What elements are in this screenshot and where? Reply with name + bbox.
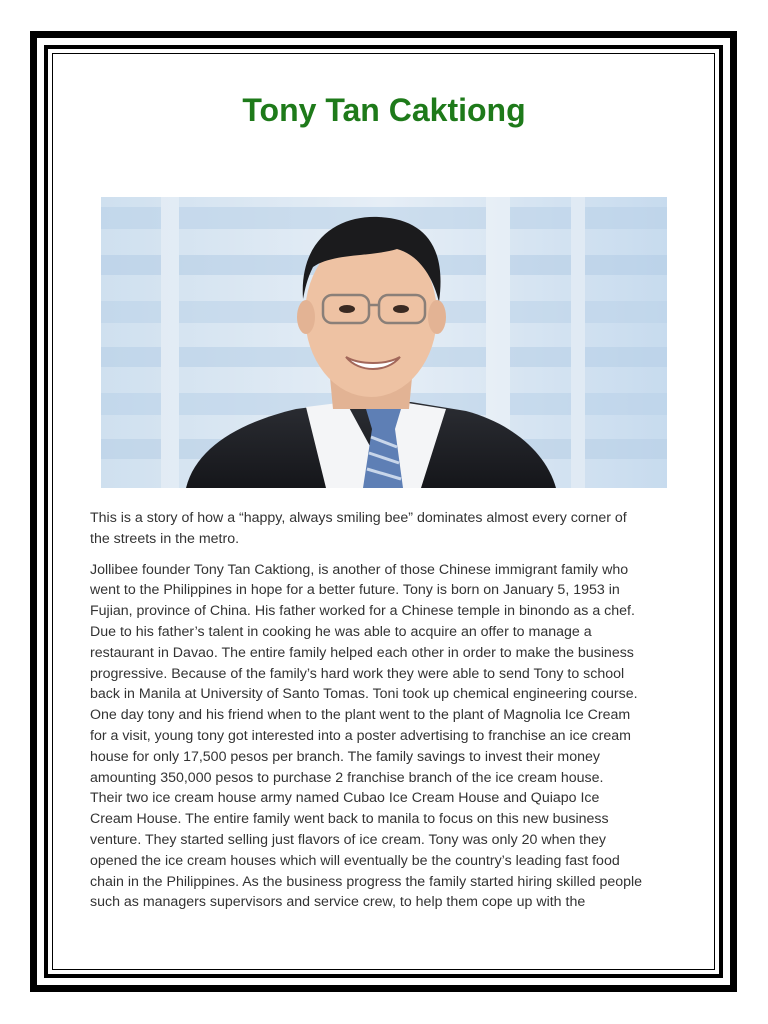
text-line: opened the ice cream houses which will eventually be the country’s leading fast food xyxy=(90,852,620,869)
text-line: venture. They started selling just flavors of ice cream. Tony was only 20 when they xyxy=(90,831,606,848)
text-line: the streets in the metro. xyxy=(90,530,240,547)
text-line: back in Manila at University of Santo Tomas. Toni took up chemical engineering course. xyxy=(90,686,638,703)
paragraph-intro xyxy=(90,508,690,550)
text-line: chain in the Philippines. As the business progress the family started hiring skilled people xyxy=(90,873,643,890)
text-line: Fujian, province of China. His father worked for a Chinese temple in binondo as a chef. xyxy=(90,603,635,620)
article-body xyxy=(90,508,690,923)
text-line: such as managers supervisors and service crew, to help them cope up with the xyxy=(90,894,586,911)
text-line: Due to his father’s talent in cooking he was able to acquire an offer to manage a xyxy=(90,623,592,640)
text-line: One day tony and his friend when to the plant went to the plant of Magnolia Ice Cream xyxy=(90,707,631,724)
text-line: amounting 350,000 pesos to purchase 2 franchise branch of the ice cream house. xyxy=(90,769,604,786)
text-line: Jollibee founder Tony Tan Caktiong, is another of those Chinese immigrant family who xyxy=(90,561,629,578)
text-line: restaurant in Davao. The entire family helped each other in order to make the business xyxy=(90,644,634,661)
paragraph-main xyxy=(90,560,690,914)
text-line: Their two ice cream house army named Cubao Ice Cream House and Quiapo Ice xyxy=(90,790,600,807)
text-line: This is a story of how a “happy, always smiling bee” dominates almost every corner of xyxy=(90,510,627,526)
text-line: for a visit, young tony got interested into a poster advertising to franchise an ice cream xyxy=(90,727,631,744)
portrait-photo xyxy=(101,197,667,488)
text-line: went to the Philippines in hope for a better future. Tony is born on January 5, 1953 in xyxy=(90,582,620,599)
text-line: progressive. Because of the family’s hard work they were able to send Tony to school xyxy=(90,665,625,682)
text-line: house for only 17,500 pesos per branch. The family savings to invest their money xyxy=(90,748,600,765)
text-line: Cream House. The entire family went back to manila to focus on this new business xyxy=(90,811,609,828)
page-title: Tony Tan Caktiong xyxy=(242,92,526,128)
